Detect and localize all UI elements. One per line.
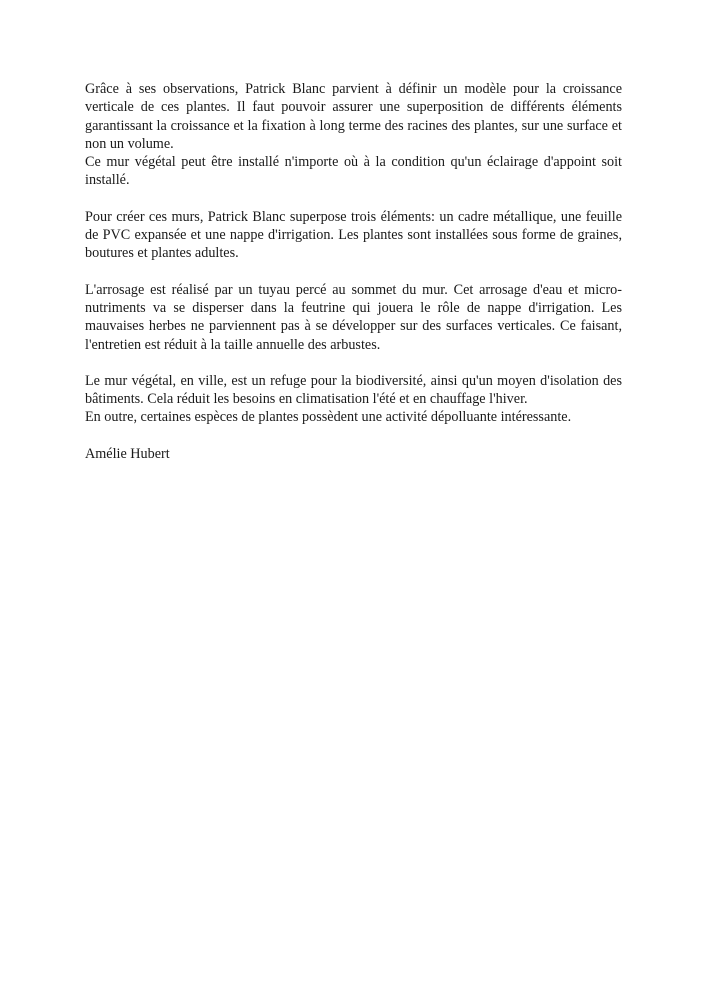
paragraph-wall-construction — [85, 208, 622, 263]
document-body — [85, 80, 622, 463]
paragraph-line: En outre, certaines espèces de plantes possèdent une activité dépolluante intéressante. — [85, 409, 572, 426]
paragraph-watering — [85, 281, 622, 354]
paragraph-line: L'arrosage est réalisé par un tuyau percé au sommet du mur. Cet arrosage d'eau et micro-nutriments va se disperser dans la feutrine qui jouera le rôle de nappe d'irrigation. Les mauvaises herbes ne parviennent pas à se développer sur des surfaces verticales. Ce faisant, l'entretien est réduit à la taille annuelle des arbustes. — [85, 281, 622, 353]
paragraph-line: Le mur végétal, en ville, est un refuge pour la biodiversité, ainsi qu'un moyen d'isolation des bâtiments. Cela réduit les besoins en climatisation l'été et en chauffage l'hiver. — [85, 372, 622, 408]
author-signature: Amélie Hubert — [85, 445, 170, 462]
paragraph-biodiversity — [85, 372, 622, 427]
paragraph-line: Ce mur végétal peut être installé n'importe où à la condition qu'un éclairage d'appoint soit installé. — [85, 154, 622, 189]
paragraph-vertical-growth — [85, 80, 622, 190]
paragraph-line: Pour créer ces murs, Patrick Blanc superpose trois éléments: un cadre métallique, une feuille de PVC expansée et une nappe d'irrigation. Les plantes sont installées sous forme de graines, boutures et plantes adultes. — [85, 208, 622, 262]
paragraph-line: Grâce à ses observations, Patrick Blanc parvient à définir un modèle pour la croissance verticale de ces plantes. Il faut pouvoir assurer une superposition de différents éléments garantissant la croissance et la fixation à long terme des racines des plantes, sur une surface et non un volume. — [85, 81, 622, 152]
